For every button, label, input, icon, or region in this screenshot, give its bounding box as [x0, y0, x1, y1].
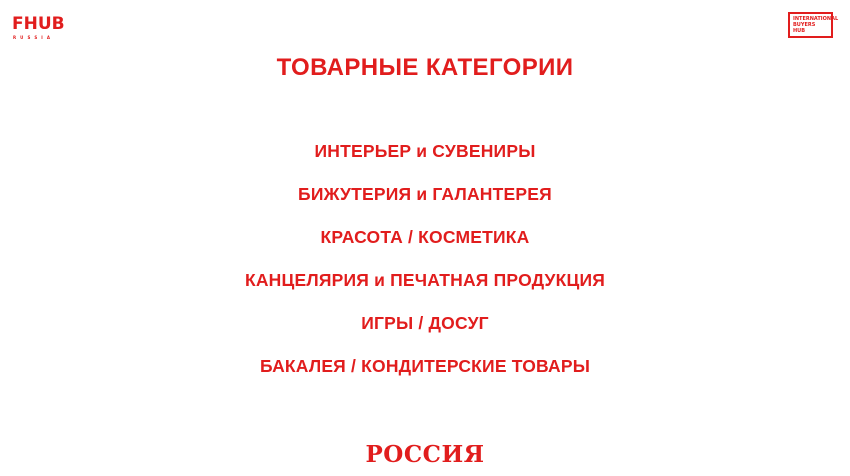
category-item-games-leisure: ИГРЫ / ДОСУГ	[361, 313, 489, 333]
russia-logo: РОССИЯ	[365, 441, 485, 468]
hub-badge-line-2: BUYERS	[793, 22, 816, 28]
hub-badge-line-3: HUB	[793, 28, 806, 34]
hub-badge-line-1: INTERNATIONAL	[793, 16, 839, 22]
page-title: ТОВАРНЫЕ КАТЕГОРИИ	[276, 54, 574, 81]
category-item-stationery-printing: КАНЦЕЛЯРИЯ и ПЕЧАТНАЯ ПРОДУКЦИЯ	[244, 270, 606, 290]
category-list	[0, 138, 850, 396]
category-item-interior-souvenirs: ИНТЕРЬЕР и СУВЕНИРЫ	[314, 141, 536, 161]
fhub-logo	[12, 16, 72, 40]
category-item-jewelry-haberdashery: БИЖУТЕРИЯ и ГАЛАНТЕРЕЯ	[298, 184, 552, 204]
international-buyers-hub-badge	[788, 12, 839, 38]
category-item-grocery-confectionery: БАКАЛЕЯ / КОНДИТЕРСКИЕ ТОВАРЫ	[259, 356, 591, 376]
category-item-beauty-cosmetics: КРАСОТА / КОСМЕТИКА	[320, 227, 530, 247]
fhub-logo-subtitle: RUSSIA	[13, 35, 55, 40]
fhub-logo-wordmark: FHUB	[12, 14, 65, 34]
